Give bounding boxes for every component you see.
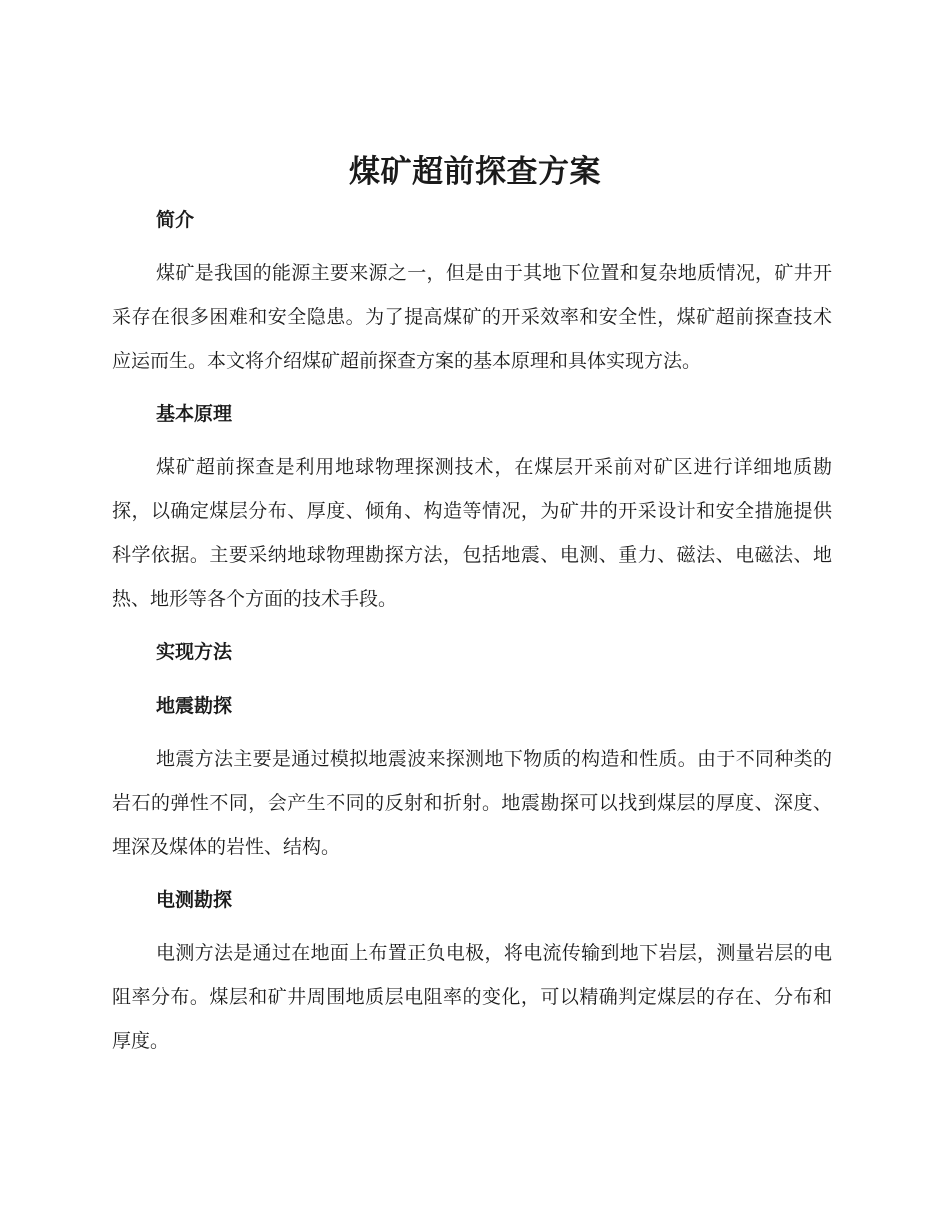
section-heading-intro: 简介 — [156, 209, 195, 231]
section-heading-seismic: 地震勘探 — [156, 695, 233, 717]
section-heading-electrical: 电测勘探 — [156, 889, 233, 911]
section-paragraph-principle: 煤矿超前探查是利用地球物理探测技术，在煤层开采前对矿区进行详细地质勘探，以确定煤层分布、厚度、倾角、构造等情况，为矿井的开采设计和安全措施提供科学依据。主要采纳地球物理勘探方法，包括地震、电测、重力、磁法、电磁法、地热、地形等各个方面的技术手段。 — [112, 456, 832, 610]
section-paragraph-intro: 煤矿是我国的能源主要来源之一，但是由于其地下位置和复杂地质情况，矿井开采存在很多困难和安全隐患。为了提高煤矿的开采效率和安全性，煤矿超前探查技术应运而生。本文将介绍煤矿超前探查方案的基本原理和具体实现方法。 — [112, 262, 832, 372]
section-heading-principle: 基本原理 — [156, 403, 233, 425]
document-body — [112, 198, 832, 1063]
section-heading-methods: 实现方法 — [156, 641, 233, 663]
document-title: 煤矿超前探查方案 — [349, 154, 601, 190]
section-paragraph-seismic: 地震方法主要是通过模拟地震波来探测地下物质的构造和性质。由于不同种类的岩石的弹性不同，会产生不同的反射和折射。地震勘探可以找到煤层的厚度、深度、埋深及煤体的岩性、结构。 — [112, 748, 832, 858]
section-paragraph-electrical: 电测方法是通过在地面上布置正负电极，将电流传输到地下岩层，测量岩层的电阻率分布。煤层和矿井周围地质层电阻率的变化，可以精确判定煤层的存在、分布和厚度。 — [112, 942, 832, 1052]
